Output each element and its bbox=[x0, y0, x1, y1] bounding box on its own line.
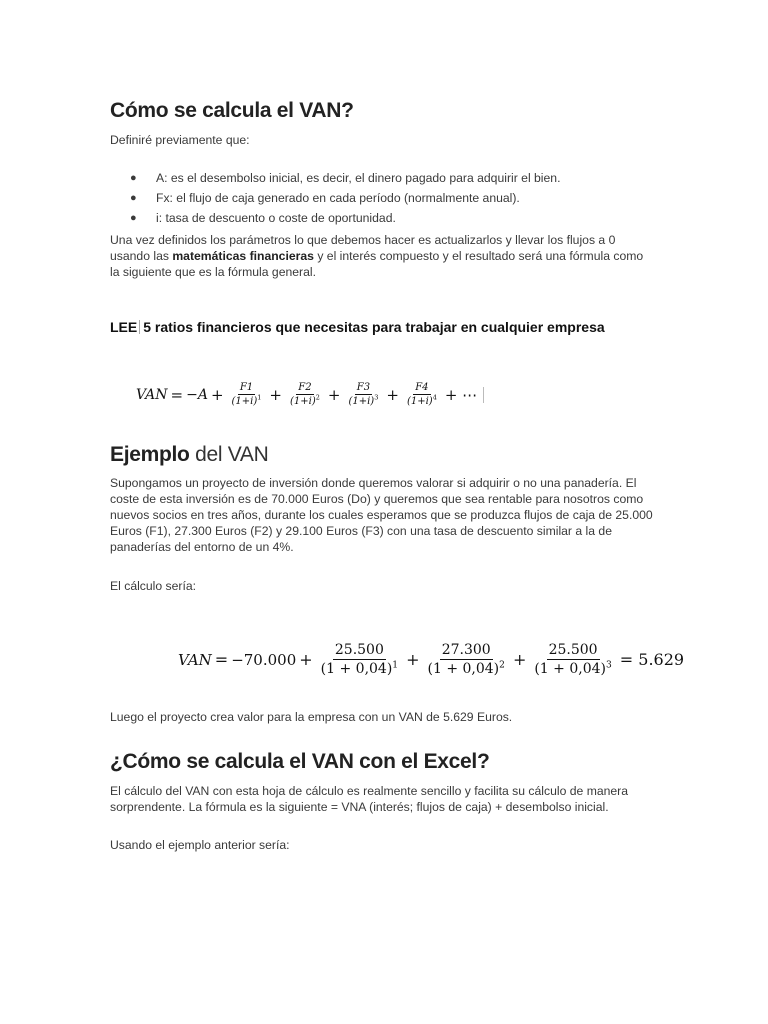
formula-plus: + bbox=[299, 650, 313, 669]
formula-term: $\frac{25.500}{(1 + 0,04)^1}$ bbox=[320, 642, 399, 677]
related-article[interactable] bbox=[110, 318, 605, 336]
formula-lhs: VAN bbox=[136, 386, 168, 403]
formula-first-term: −A bbox=[186, 386, 208, 403]
general-formula bbox=[136, 382, 484, 407]
formula-tail: + ⋯ bbox=[444, 385, 478, 404]
formula-equals: = bbox=[170, 385, 184, 404]
formula-term: $\frac{F4}{(1+i)^4}$ bbox=[406, 382, 437, 407]
list-item: ● Fx: el flujo de caja generado en cada período (normalmente anual). bbox=[110, 188, 560, 208]
related-prefix: LEE bbox=[110, 319, 138, 335]
calculation-intro: El cálculo sería: bbox=[110, 579, 197, 593]
excel-example-intro: Usando el ejemplo anterior sería: bbox=[110, 838, 290, 852]
formula-plus: + bbox=[210, 385, 224, 404]
parameters-paragraph: Una vez definidos los parámetros lo que debemos hacer es actualizarlos y llevar los flujos a 0 usando las matemáticas financieras y el interés compuesto y el resultado será una fórmula como la siguiente que es la fórmula general. bbox=[110, 233, 644, 279]
conclusion-paragraph: Luego el proyecto crea valor para la empresa con un VAN de 5.629 Euros. bbox=[110, 710, 513, 724]
section-heading-excel: ¿Cómo se calcula el VAN con el Excel? bbox=[110, 750, 490, 773]
definitions-list bbox=[110, 168, 560, 228]
formula-first-term: −70.000 bbox=[231, 650, 297, 669]
example-paragraph: Supongamos un proyecto de inversión donde queremos valorar si adquirir o no una panadería. El coste de esta inversión es de 70.000 Euros (Do) y queremos que sea rentable para nosotros como nuevos socios en tres años, durante los cuales esperamos que se produzca flujos de caja de 25.000 Euros (F1), 27.300 Euros (F2) y 29.100 Euros (F3) con una tasa de descuento similar a la de panaderías del entorno de un 4%. bbox=[110, 476, 653, 554]
formula-plus: + bbox=[512, 650, 527, 669]
list-item: ● i: tasa de descuento o coste de oportunidad. bbox=[110, 208, 560, 228]
formula-term: $\frac{F2}{(1+i)^2}$ bbox=[290, 382, 320, 407]
formula-lhs: VAN bbox=[178, 650, 212, 669]
separator-icon bbox=[139, 320, 140, 334]
list-item: ● A: es el desembolso inicial, es decir, el dinero pagado para adquirir el bien. bbox=[110, 168, 560, 188]
formula-term: $\frac{F1}{(1+i)^1}$ bbox=[231, 382, 262, 407]
bullet-icon: ● bbox=[130, 172, 137, 184]
cursor-mark bbox=[483, 387, 484, 403]
related-article-link[interactable]: 5 ratios financieros que necesitas para trabajar en cualquier empresa bbox=[143, 319, 605, 335]
excel-paragraph: El cálculo del VAN con esta hoja de cálculo es realmente sencillo y facilita su cálculo de manera sorprendente. La fórmula es la siguiente = VNA (interés; flujos de caja) + desembolso inicial. bbox=[110, 784, 629, 814]
formula-term: $\frac{25.500}{(1 + 0,04)^3}$ bbox=[534, 642, 612, 677]
definitions-intro: Definiré previamente que: bbox=[110, 133, 250, 147]
formula-plus: + bbox=[327, 385, 341, 404]
formula-result: = 5.629 bbox=[619, 650, 685, 669]
formula-plus: + bbox=[386, 385, 399, 404]
section-heading-example: Ejemplo del VAN bbox=[110, 443, 269, 466]
formula-plus: + bbox=[269, 385, 282, 404]
bullet-icon: ● bbox=[130, 192, 137, 204]
bullet-icon: ● bbox=[130, 212, 137, 224]
financial-math-link[interactable]: matemáticas financieras bbox=[172, 249, 314, 263]
formula-term: $\frac{F3}{(1+i)^3}$ bbox=[348, 382, 379, 407]
formula-term: $\frac{27.300}{(1 + 0,04)^2}$ bbox=[427, 642, 505, 677]
formula-plus: + bbox=[406, 650, 420, 669]
section-heading-van: Cómo se calcula el VAN? bbox=[110, 99, 354, 122]
example-formula bbox=[178, 642, 687, 677]
formula-equals: = bbox=[214, 650, 229, 669]
